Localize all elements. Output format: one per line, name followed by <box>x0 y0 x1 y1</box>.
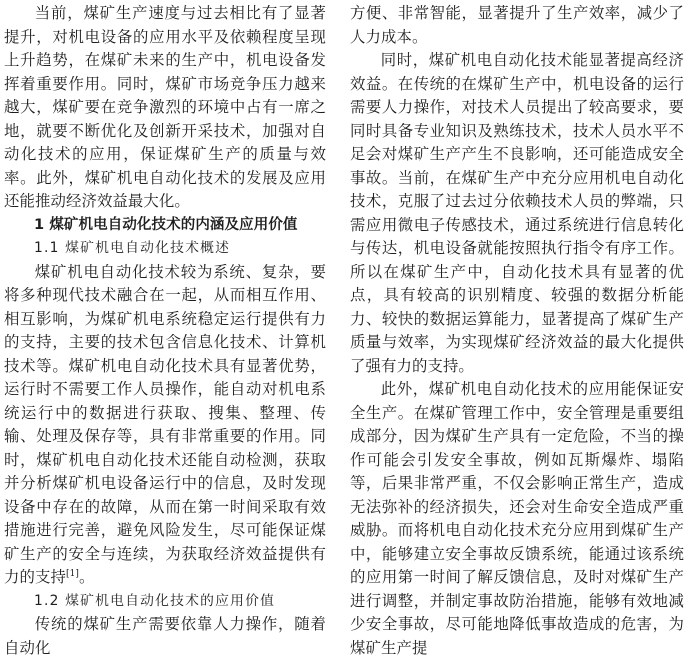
subsection-heading-1-1: 1.1 煤矿机电自动化技术概述 <box>34 240 231 256</box>
value-paragraph-continued: 方便、非常智能，显著提升了生产效率，减少了人力成本。 <box>350 4 684 46</box>
intro-paragraph: 当前，煤矿生产速度与过去相比有了显著提升，对机电设备的应用水平及依赖程度呈现上升趋势，在煤矿未来的生产中，机电设备发挥着重要作用。同时，煤矿市场竞争压力越来越大，煤矿要在竞争激烈的环境中占有一席之地，就要不断优化及创新开采技术，加强对自动化技术的应用，保证煤矿生产的质量与效率。此外，煤矿机电自动化技术的发展及应用还能推动经济效益最大化。 <box>4 4 326 210</box>
right-column <box>350 2 684 660</box>
value-paragraph-start: 传统的煤矿生产需要依靠人力操作，随着自动化 <box>4 615 326 657</box>
overview-end: 。 <box>79 568 95 586</box>
subsection-heading-1-2: 1.2 煤矿机电自动化技术的应用价值 <box>34 592 276 609</box>
overview-text: 煤矿机电自动化技术较为系统、复杂，要将多种现代技术融合在一起，从而相互作用、相互影响，为煤矿机电系统稳定运行提供有力的支持，主要的技术包含信息化技术、计算机技术等。煤矿机电自动化技术具有显著优势，运行时不需要工作人员操作，能自动对机电系统运行中的数据进行获取、搜集、整理、传输、处理及保存等，具有非常重要的作用。同时，煤矿机电自动化技术还能自动检测，获取并分析煤矿机电设备运行中的信息，及时发现设备中存在的故障，从而在第一时间采取有效措施进行完善，避免风险发生，尽可能保证煤矿生产的安全与连续，为获取经济效益提供有力的支持 <box>4 262 326 586</box>
left-column <box>4 2 326 660</box>
section-heading-1: 1 煤矿机电自动化技术的内涵及应用价值 <box>34 216 298 233</box>
citation-marker: [1] <box>65 568 80 579</box>
economic-benefit-paragraph: 同时，煤矿机电自动化技术能显著提高经济效益。在传统的在煤矿生产中，机电设备的运行需要人力操作，对技术人员提出了较高要求，要同时具备专业知识及熟练技术，技术人员水平不足会对煤矿生产产生不良影响，还可能造成安全事故。当前，在煤矿生产中充分应用机电自动化技术，克服了过去过分依赖技术人员的弊端，只需应用微电子传感技术，通过系统进行信息转化与传达，机电设备就能按照执行指令有序工作。所以在煤矿生产中，自动化技术具有显著的优点，具有较高的识别精度、较强的数据分析能力、较快的数据运算能力，显著提高了煤矿生产质量与效率，为实现煤矿经济效益的最大化提供了强有力的支持。 <box>350 51 684 375</box>
safety-paragraph: 此外，煤矿机电自动化技术的应用能保证安全生产。在煤矿管理工作中，安全管理是重要组成部分，因为煤矿生产具有一定危险，不当的操作可能会引发安全事故，例如瓦斯爆炸、塌陷等，后果非常严重，不仅会影响正常生产，造成无法弥补的经济损失，还会对生命安全造成严重威胁。而将机电自动化技术充分应用到煤矿生产中，能够建立安全事故反馈系统，能通过该系统的应用第一时间了解反馈信息，及时对煤矿生产进行调整，并制定事故防治措施，能够有效地减少安全事故，尽可能地降低事故造成的危害，为煤矿生产提 <box>350 380 684 657</box>
overview-paragraph <box>4 261 326 590</box>
